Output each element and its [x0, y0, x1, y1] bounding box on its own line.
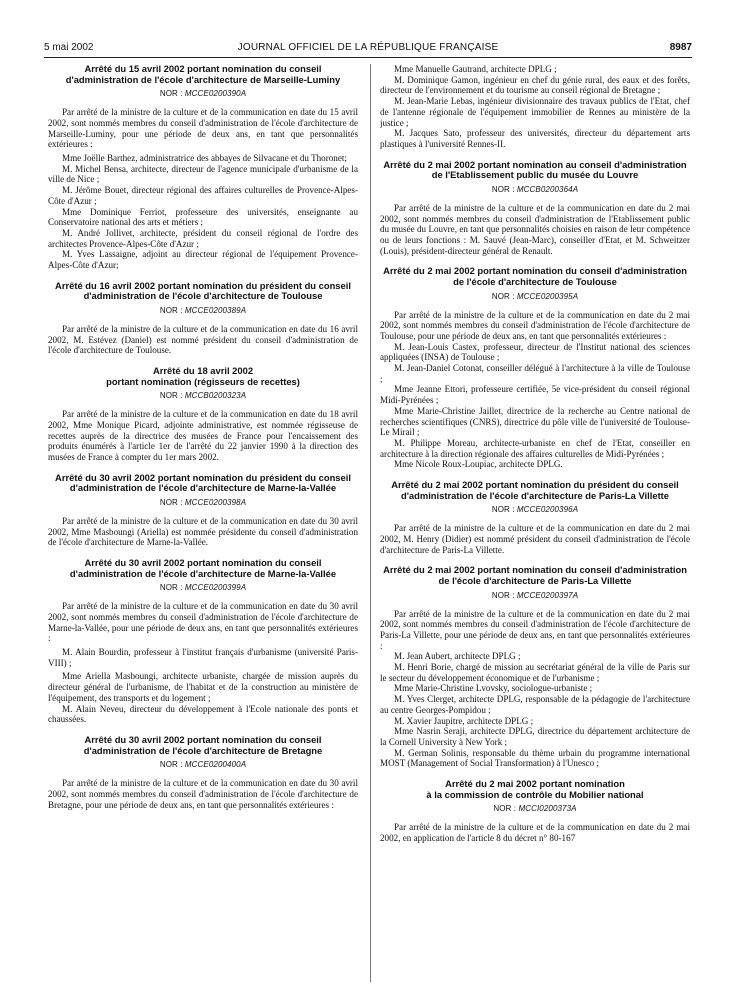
decree-title: Arrêté du 2 mai 2002 portant nomination au conseil d'administration de l'Etablissement public du musée du Louvre: [383, 158, 687, 181]
nor-reference: [48, 391, 358, 400]
header-date: 5 mai 2002: [44, 42, 94, 53]
decree-paragraph: M. Alain Bourdin, professeur à l'institut français d'urbanisme (université Paris-VIII) ;: [48, 647, 358, 668]
decree-paragraph: Mme Marie-Christine Jaillet, directrice de la recherche au Centre national de recherches scientifiques (CNRS), directrice du pôle ville de l'université de Toulouse-Le Mirail ;: [380, 405, 690, 438]
nor-code: MCCE0200398A: [184, 497, 247, 507]
decree-paragraph: M. Jean Aubert, architecte DPLG ;: [394, 651, 521, 662]
nor-reference: [48, 498, 358, 507]
nor-code: MCCE0200400A: [184, 760, 247, 770]
decree-title: Arrêté du 30 avril 2002 portant nomination du conseil d'administration de l'école d'architecture de Bretagne: [83, 733, 323, 756]
decree-title: [380, 779, 690, 800]
decree-paragraph: Mme Ariella Masboungi, architecte urbaniste, chargée de mission auprès du directeur général de l'urbanisme, de l'habitat et de la construction au ministère de l'équipement, des transports et du logement ;: [48, 671, 358, 703]
decree-paragraph: M. Henri Borie, chargé de mission au secrétariat général de la ville de Paris sur le secteur du développement économique et de l'urbanisme ;: [380, 662, 690, 683]
nor-reference: [48, 760, 358, 769]
decree-villette-president: [380, 480, 690, 555]
nor-code: MCCE0200390A: [184, 89, 247, 99]
nor-label: NOR :: [493, 804, 517, 814]
decree-marseille-luminy: [48, 64, 358, 271]
header-journal-title: JOURNAL OFFICIEL DE LA RÉPUBLIQUE FRANÇAISE: [237, 42, 499, 53]
decree-louvre: [380, 160, 690, 257]
nor-label: NOR :: [159, 391, 183, 401]
decree-paragraph: M. Jacques Sato, professeur des universités, directeur du département arts plastiques à l'université Rennes-II.: [380, 128, 690, 149]
nor-label: NOR :: [159, 497, 183, 507]
decree-title-line: à la commission de contrôle du Mobilier national: [426, 788, 644, 800]
nor-code: MCCB0200323A: [184, 391, 247, 401]
decree-bretagne-continued: [380, 64, 690, 150]
decree-bretagne: [48, 735, 358, 810]
decree-paragraph: Mme Marie-Christine Lvovsky, sociologue-urbaniste ;: [394, 683, 593, 694]
decree-title: [48, 366, 358, 387]
nor-label: NOR :: [491, 590, 515, 600]
decree-paragraph: M. André Jollivet, architecte, président du conseil régional de l'ordre des architectes Provence-Alpes-Côte d'Azur ;: [48, 227, 358, 249]
decree-marne-conseil: [48, 558, 358, 725]
nor-code: MCCI0200373A: [518, 804, 577, 814]
nor-reference: [48, 89, 358, 98]
decree-paragraph: M. Jean-Daniel Cotonat, conseiller délégué à l'architecture à la ville de Toulouse ;: [380, 363, 690, 384]
decree-paragraph: Par arrêté de la ministre de la culture et de la communication en date du 16 avril 2002, M. Estévez (Daniel) est nommé président du conseil d'administration de l'école d'architecture de Toulouse.: [48, 323, 358, 356]
decree-paragraph: Par arrêté de la ministre de la culture et de la communication en date du 30 avril 2002, sont nommés membres du conseil d'administration de l'école d'architecture de Bretagne, pour une période de deux ans, en tant que personnalités extérieures :: [48, 778, 358, 810]
decree-paragraph: M. Yves Lassaigne, adjoint au directeur régional de l'équipement Provence-Alpes-Côte d'Azur;: [48, 249, 358, 271]
nor-label: NOR :: [159, 583, 183, 593]
decree-paragraph: Par arrêté de la ministre de la culture et de la communication en date du 2 mai 2002, en application de l'article 8 du décret n° 80-167: [380, 822, 690, 843]
decree-paragraph: Par arrêté de la ministre de la culture et de la communication en date du 15 avril 2002, sont nommés membres du conseil d'administration de l'école d'architecture de Marseille-Luminy, pour une période de deux ans, en tant que personnalités extérieures :: [48, 107, 358, 150]
decree-paragraph: Mme Nasrin Seraji, architecte DPLG, directrice du département architecture de la Cornell University à New York ;: [380, 726, 690, 747]
decree-paragraph: M. German Solinis, responsable du thème urbain du programme international MOST (Management of Social Transformation) à l'Unesco ;: [380, 747, 690, 769]
left-column: [48, 64, 358, 984]
decree-title: Arrêté du 15 avril 2002 portant nomination du conseil d'administration de l'école d'architecture de Marseille-Luminy: [65, 64, 341, 85]
decree-paragraph: Mme Manuelle Gautrand, architecte DPLG ;: [394, 64, 557, 74]
decree-paragraph: Par arrêté de la ministre de la culture et de la communication en date du 30 avril 2002, sont nommés membres du conseil d'administration de l'école d'architecture de Marne-la-Vallée, pour une période de deux ans, en tant que personnalités extérieures :: [48, 601, 358, 644]
nor-code: MCCE0200396A: [516, 505, 579, 515]
decree-paragraph: M. Jean-Louis Castex, professeur, directeur de l'Institut national des sciences appliquées (INSA) de Toulouse ;: [380, 341, 690, 363]
decree-paragraph: M. Jean-Marie Lebas, ingénieur divisionnaire des travaux publics de l'Etat, chef de l'antenne régionale de l'équipement immobilier de Rennes au ministère de la justice ;: [380, 96, 690, 128]
nor-label: NOR :: [159, 760, 183, 770]
decree-paragraph: Par arrêté de la ministre de la culture et de la communication en date du 30 avril 2002, Mme Masboungi (Ariella) est nommée présidente du conseil d'administration de l'école d'architecture de Marne-la-Vallée.: [48, 515, 358, 548]
nor-label: NOR :: [491, 184, 515, 194]
nor-code: MCCE0200389A: [184, 305, 247, 315]
decree-paragraph: M. Dominique Gamon, ingénieur en chef du génie rural, des eaux et des forêts, directeur de l'environnement et du tourisme au conseil régional de Bretagne ;: [380, 74, 690, 96]
nor-label: NOR :: [159, 89, 183, 99]
decree-paragraph: M. Xavier Jaupitre, architecte DPLG ;: [394, 715, 534, 726]
decree-paragraph: M. Jérôme Bouet, directeur régional des affaires culturelles de Provence-Alpes-Côte d'Azur ;: [48, 185, 358, 206]
nor-label: NOR :: [491, 291, 515, 301]
decree-title-line: Arrêté du 18 avril 2002: [152, 365, 254, 377]
decree-title: Arrêté du 30 avril 2002 portant nomination du conseil d'administration de l'école d'architecture de Marne-la-Vallée: [69, 557, 337, 579]
decree-paragraph: Mme Joëlle Barthez, administratrice des abbayes de Silvacane et du Thoronet;: [62, 153, 347, 163]
decree-toulouse-president: [48, 281, 358, 356]
nor-reference: [380, 505, 690, 514]
nor-reference: [380, 591, 690, 600]
decree-paragraph: M. Michel Bensa, architecte, directeur de l'agence municipale d'urbanisme de la ville de Nice ;: [48, 163, 358, 185]
decree-paragraph: M. Philippe Moreau, architecte-urbaniste en chef de l'Etat, conseiller en architecture à la direction régionale des affaires culturelles de Midi-Pyrénées ;: [380, 437, 690, 459]
decree-paragraph: Mme Dominique Ferriot, professeure des universités, enseignante au Conservatoire national des arts et métiers ;: [48, 206, 358, 228]
right-column: [380, 64, 690, 984]
decree-paragraph: Par arrêté de la ministre de la culture et de la communication en date du 18 avril 2002, Mme Monique Picard, adjointe administrative, est nommée régisseuse de recettes auprès de la directrice des musées de France pour l'encaissement des produits énumérés à l'article 1er de l'arrêté du 22 janvier 1990 à la direction des musées de France à compter du 1er mars 2002.: [48, 409, 358, 463]
nor-label: NOR :: [491, 505, 515, 515]
nor-reference: [380, 292, 690, 301]
decree-paragraph: Par arrêté de la ministre de la culture et de la communication en date du 2 mai 2002, sont nommés membres du conseil d'administration de l'école d'architecture de Paris-La Villette, pour une période de deux ans, en tant que personnalités extérieures :: [380, 608, 690, 651]
header-page-number: 8987: [669, 42, 692, 53]
decree-paragraph: M. Yves Clerget, architecte DPLG, responsable de la pédagogie de l'architecture au centre Georges-Pompidou ;: [380, 694, 690, 715]
decree-toulouse-conseil: [380, 266, 690, 470]
decree-paragraph: Par arrêté de la ministre de la culture et de la communication en date du 2 mai 2002, sont nommés membres du conseil d'administration de l'Etablissement public du musée du Louvre, en tant que personnalités choisies en raison de leur compétence ou de leurs fonctions : M. Sauvé (Jean-Marc), conseiller d'Etat, et M. Schweitzer (Louis), président-directeur général de Renault.: [380, 202, 690, 256]
nor-code: MCCE0200399A: [184, 583, 247, 593]
decree-title: Arrêté du 2 mai 2002 portant nomination du conseil d'administration de l'école d'architecture de Toulouse: [383, 265, 687, 287]
decree-paragraph: M. Alain Neveu, directeur du développement à l'Ecole nationale des ponts et chaussées.: [48, 703, 358, 725]
nor-label: NOR :: [159, 305, 183, 315]
column-separator: [370, 64, 371, 982]
nor-reference: [48, 583, 358, 592]
page-header: [44, 42, 692, 58]
decree-title: Arrêté du 2 mai 2002 portant nomination du conseil d'administration de l'école d'architecture de Paris-La Villette: [383, 564, 687, 586]
nor-code: MCCB0200364A: [516, 184, 579, 194]
decree-villette-conseil: [380, 565, 690, 769]
nor-reference: [48, 306, 358, 315]
decree-paragraph: Mme Nicole Roux-Loupiac, architecte DPLG.: [394, 459, 563, 470]
decree-title: Arrêté du 16 avril 2002 portant nomination du président du conseil d'administration de l'école d'architecture de Toulouse: [55, 279, 351, 302]
decree-marne-president: [48, 473, 358, 548]
nor-code: MCCE0200397A: [516, 590, 579, 600]
decree-paragraph: Mme Jeanne Ettori, professeure certifiée, 5e vice-président du conseil régional Midi-Pyrénées ;: [380, 384, 690, 406]
nor-code: MCCE0200395A: [516, 291, 579, 301]
nor-reference: [380, 804, 690, 813]
decree-paragraph: Par arrêté de la ministre de la culture et de la communication en date du 2 mai 2002, sont nommés membres du conseil d'administration de l'école d'architecture de Toulouse, pour une période de deux ans, en tant que personnalités extérieures :: [380, 309, 690, 341]
decree-title: Arrêté du 30 avril 2002 portant nomination du président du conseil d'administration de l'école d'architecture de Marne-la-Vallée: [55, 471, 351, 494]
nor-reference: [380, 185, 690, 194]
decree-paragraph: Par arrêté de la ministre de la culture et de la communication en date du 2 mai 2002, M. Henry (Didier) est nommé président du conseil d'administration de l'école d'architecture de Paris-La Villette.: [380, 523, 690, 555]
decree-mobilier-national: [380, 779, 690, 844]
decree-title: Arrêté du 2 mai 2002 portant nomination du président du conseil d'administration de l'école d'architecture de Paris-La Villette: [391, 479, 679, 501]
decree-title-line: Arrêté du 2 mai 2002 portant nomination: [445, 778, 625, 790]
decree-regisseurs-recettes: [48, 366, 358, 463]
decree-title-line: portant nomination (régisseurs de recettes): [106, 375, 300, 387]
